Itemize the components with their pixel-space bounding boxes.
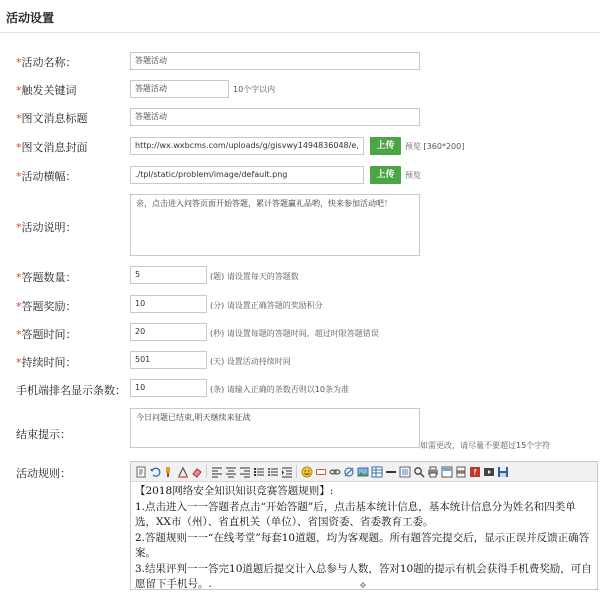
required-mark: * (16, 84, 22, 97)
find-icon[interactable] (398, 465, 411, 478)
emoticon-icon[interactable] (300, 465, 313, 478)
rules-paragraph: 1.点击进入一一答题者点击“开始答题”后，点击基本统计信息，基本统计信息分为姓名和四类单选，XX市（州）、省直机关（单位）、省国资委、省委教育工委。 (135, 501, 576, 528)
label-text: 活动名称： (21, 56, 77, 69)
page-break-icon[interactable] (454, 465, 467, 478)
save-icon[interactable] (496, 465, 509, 478)
page-title: 活动设置 (6, 11, 55, 25)
flash-icon[interactable] (468, 465, 481, 478)
duration-input[interactable]: 501 (130, 351, 207, 369)
rules-editor-content[interactable] (131, 482, 597, 595)
description-textarea[interactable]: 亲，点击进入问答页面开始答题，累计答题赢礼品哟，快来参加活动吧！ (130, 194, 420, 256)
news-cover-input[interactable]: http://wx.wxbcms.com/uploads/g/gisvwy1494836048/e, (130, 137, 364, 155)
editor-resize-handle[interactable]: ✥ (359, 581, 367, 590)
mobile-rank-input[interactable]: 10 (130, 379, 207, 397)
undo-icon[interactable] (148, 465, 161, 478)
toolbar-divider (206, 465, 207, 478)
eraser-icon[interactable] (190, 465, 203, 478)
activity-name-input[interactable]: 答题活动 (130, 52, 420, 70)
required-mark: * (16, 141, 22, 154)
print-icon[interactable] (426, 465, 439, 478)
indent-icon[interactable] (280, 465, 293, 478)
editor-toolbar (131, 462, 597, 482)
duration-hint: (天) 设置活动持续时间 (210, 357, 291, 366)
reward-input[interactable]: 10 (130, 295, 207, 313)
align-left-icon[interactable] (210, 465, 223, 478)
label-text: 触发关键词 (21, 84, 77, 97)
image-icon[interactable] (356, 465, 369, 478)
rules-paragraph: 2.答题规则一一“在线考堂”每套10道题，均为客观题。所有题答完提交后，显示正误并反馈正确答案。 (135, 532, 590, 559)
required-mark: * (16, 112, 22, 125)
required-mark: * (16, 356, 22, 369)
news-cover-label (16, 139, 88, 155)
label-text: 答题时间： (21, 328, 77, 341)
preview-text: 预览 (405, 142, 421, 151)
banner-preview-link[interactable]: 预览 (405, 171, 421, 180)
svg-text:f: f (473, 467, 476, 477)
toolbar-divider (296, 465, 297, 478)
end-tip-label: 结束提示： (16, 428, 71, 441)
end-tip-textarea[interactable]: 今日问题已结束,明天继续来征战 (130, 408, 420, 448)
news-cover-preview-link[interactable] (405, 141, 464, 152)
answer-time-label (16, 326, 77, 342)
source-icon[interactable] (134, 465, 147, 478)
required-mark: * (16, 328, 22, 341)
description-label (16, 219, 77, 235)
activity-name-label (16, 54, 77, 70)
duration-label (16, 354, 77, 370)
question-count-input[interactable]: 5 (130, 266, 207, 284)
paint-icon[interactable] (162, 465, 175, 478)
banner-label (16, 168, 77, 184)
size-hint: [360*200] (423, 142, 465, 151)
required-mark: * (16, 170, 22, 183)
rules-label: 活动规则： (16, 467, 71, 480)
align-center-icon[interactable] (224, 465, 237, 478)
required-mark: * (16, 300, 22, 313)
label-text: 答题数量： (21, 271, 77, 284)
answer-time-input[interactable]: 20 (130, 323, 207, 341)
unordered-list-icon[interactable] (266, 465, 279, 478)
unlink-icon[interactable] (328, 465, 341, 478)
hr-icon[interactable] (384, 465, 397, 478)
end-tip-hint: 如需更改，请尽量不要超过15个字符 (420, 441, 551, 450)
ordered-list-icon[interactable] (252, 465, 265, 478)
label-text: 图文消息封面 (21, 141, 88, 154)
trigger-keyword-label (16, 82, 77, 98)
question-count-hint: (题) 请设置每天的答题数 (210, 272, 299, 281)
label-text: 持续时间： (21, 356, 77, 369)
search-icon[interactable] (412, 465, 425, 478)
news-cover-upload-button[interactable]: 上传 (370, 137, 401, 155)
required-mark: * (16, 221, 22, 234)
media-icon[interactable] (482, 465, 495, 478)
format-clear-icon[interactable] (176, 465, 189, 478)
news-title-input[interactable]: 答题活动 (130, 108, 420, 126)
anchor-icon[interactable] (342, 465, 355, 478)
mobile-rank-hint: (条) 请输入正确的条数否则以10条为准 (210, 385, 349, 394)
label-text: 图文消息标题 (21, 112, 88, 125)
rules-editor[interactable] (130, 461, 598, 590)
align-right-icon[interactable] (238, 465, 251, 478)
table-icon[interactable] (370, 465, 383, 478)
label-text: 答题奖励： (21, 300, 77, 313)
title-divider (0, 32, 600, 33)
reward-label (16, 298, 77, 314)
label-text: 活动说明： (21, 221, 77, 234)
rules-paragraph: 【2018网络安全知识知识竞赛答题规则】: (135, 485, 334, 497)
mobile-rank-label: 手机端排名显示条数： (16, 384, 126, 397)
link-icon[interactable] (314, 465, 327, 478)
reward-hint: (分) 请设置正确答题的奖励积分 (210, 301, 323, 310)
template-icon[interactable] (440, 465, 453, 478)
banner-upload-button[interactable]: 上传 (370, 166, 401, 184)
required-mark: * (16, 271, 22, 284)
question-count-label (16, 269, 77, 285)
answer-time-hint: (秒) 请设置每题的答题时间，超过时限答题错误 (210, 329, 379, 338)
trigger-keyword-hint: 10个字以内 (233, 85, 276, 94)
news-title-label (16, 110, 88, 126)
rules-paragraph: 3.结果评判一一答完10道题后提交计入总参与人数，答对10题的提示有机会获得手机费奖励，可自愿留下手机号。. (135, 563, 592, 590)
trigger-keyword-input[interactable]: 答题活动 (130, 80, 229, 98)
required-mark: * (16, 56, 22, 69)
label-text: 活动横幅： (21, 170, 77, 183)
banner-input[interactable]: ./tpl/static/problem/image/default.png (130, 166, 364, 184)
